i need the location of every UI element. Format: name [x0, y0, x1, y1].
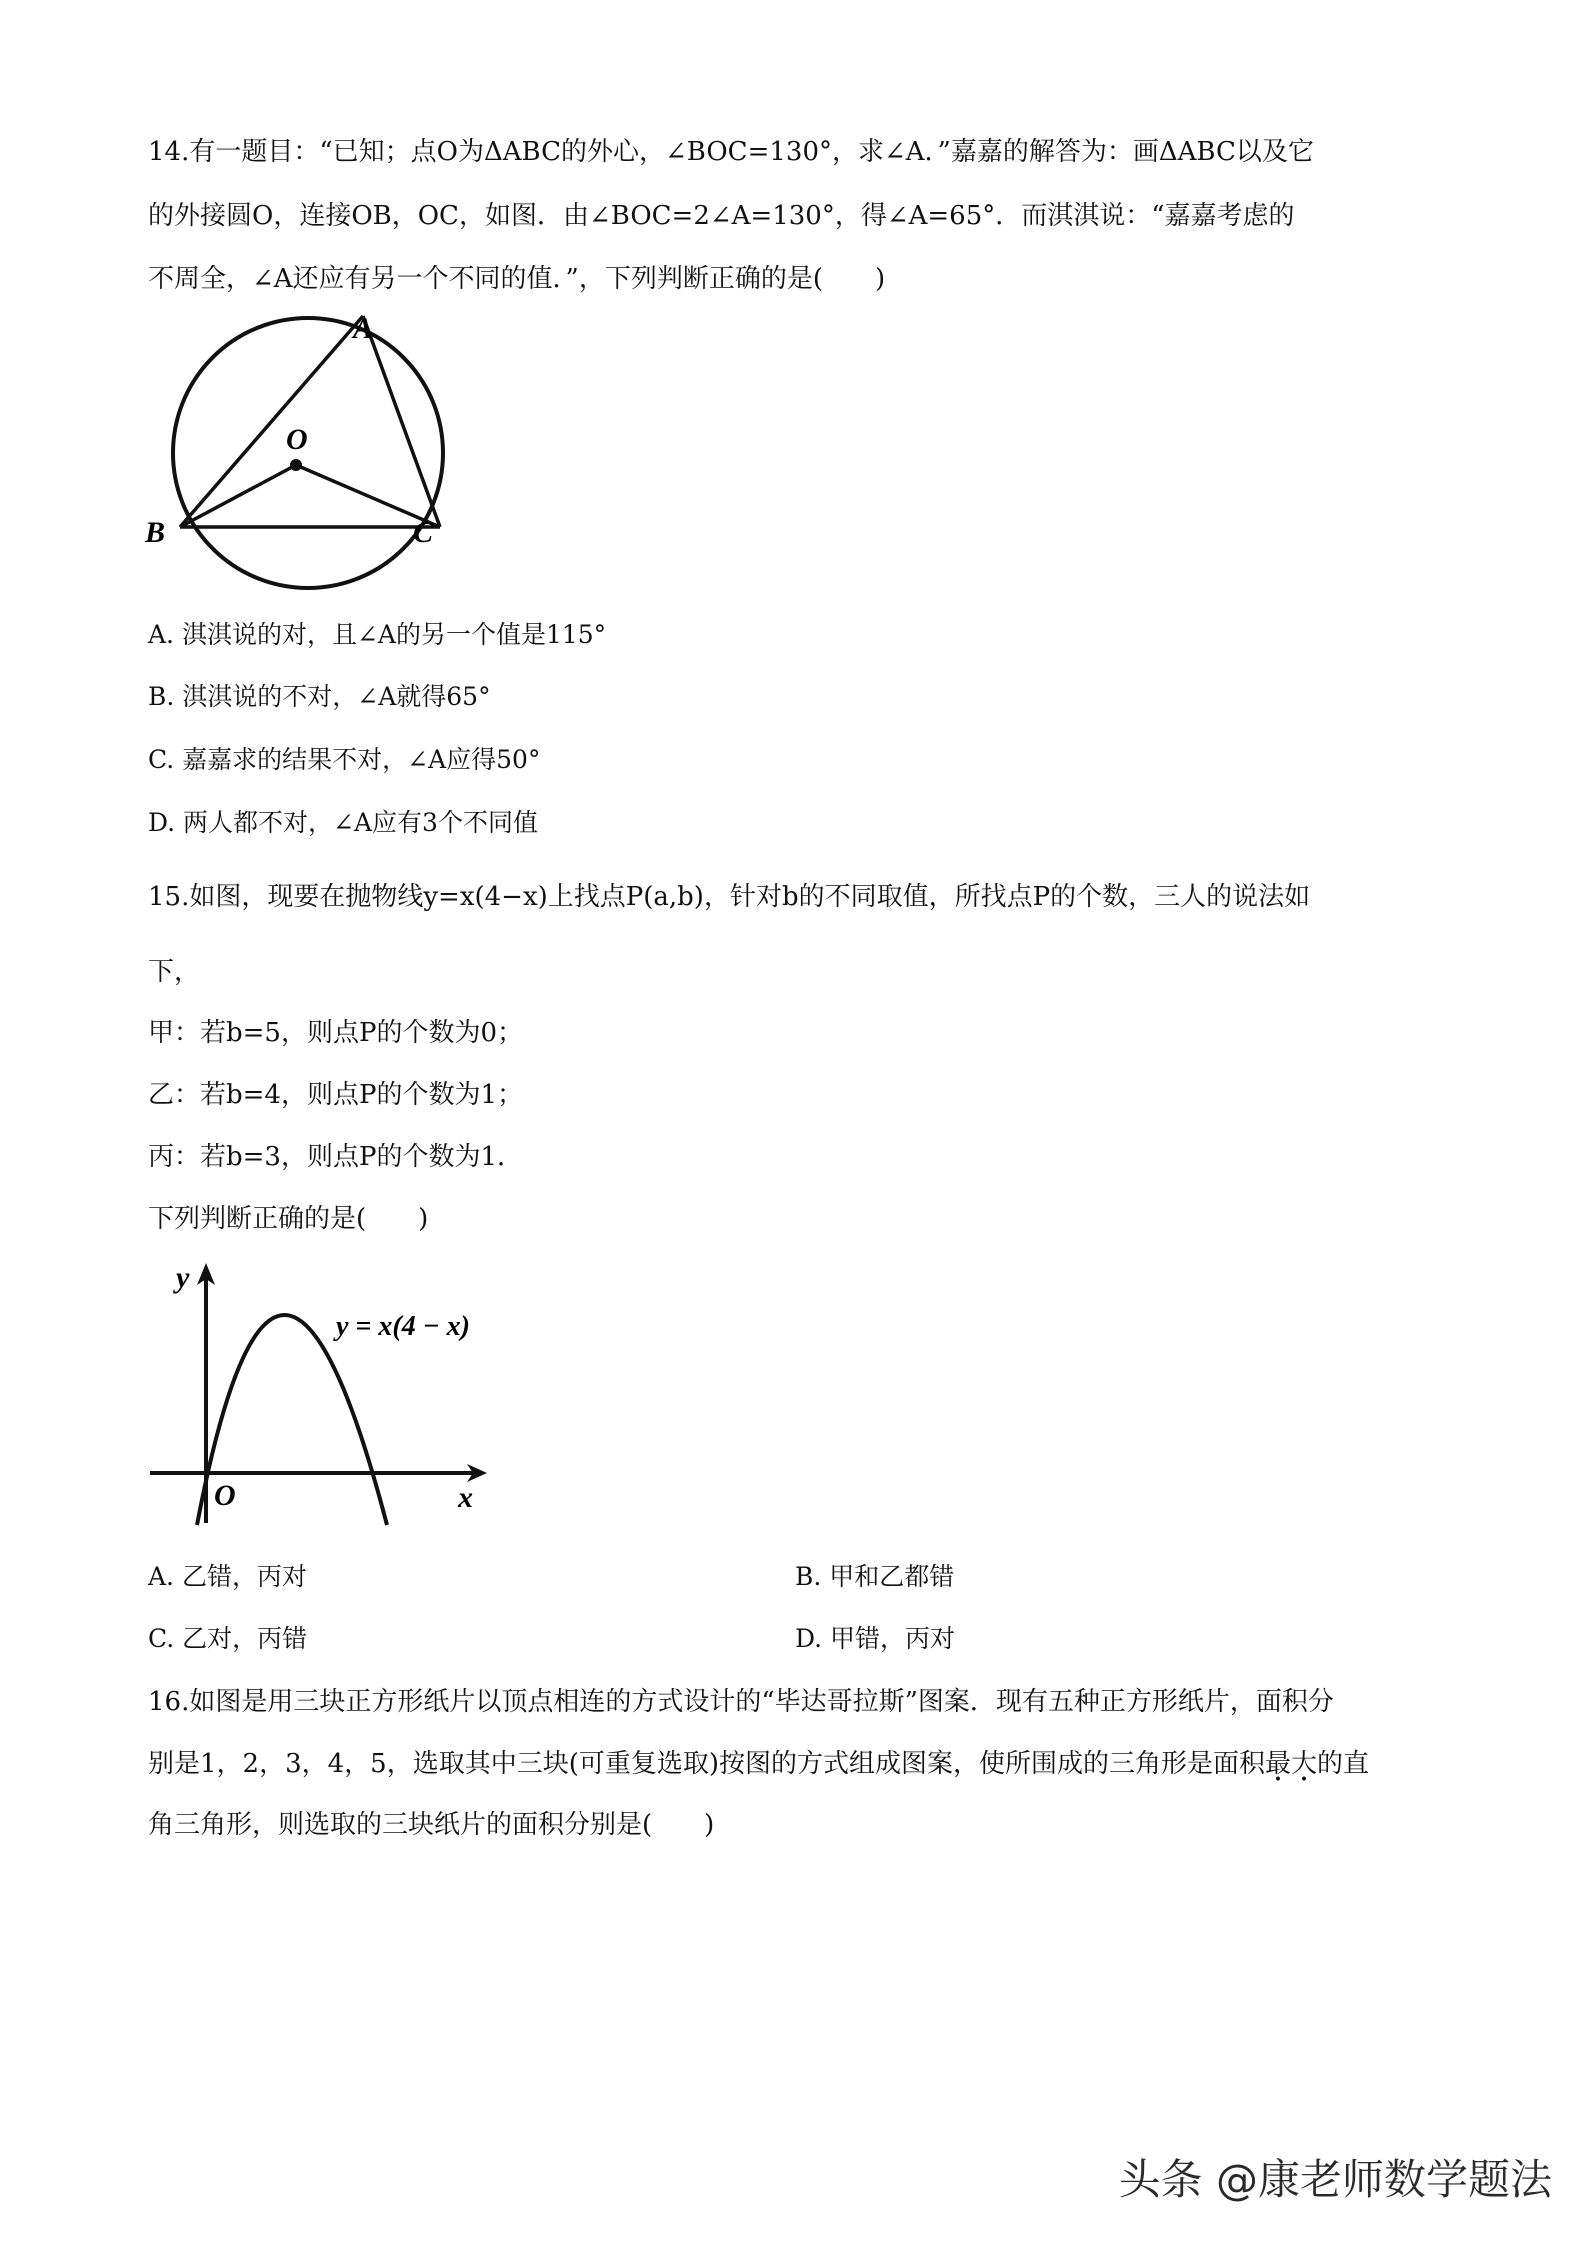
q15-option-a: A. 乙错，丙对 — [148, 1562, 307, 1591]
q15-statement-jia: 甲：若b=5，则点P的个数为0； — [148, 1018, 524, 1048]
x-axis-label: x — [458, 1481, 473, 1514]
center-point-o — [290, 459, 302, 471]
q15-statement-yi: 乙：若b=4，则点P的个数为1； — [148, 1080, 524, 1110]
label-a: A — [353, 312, 374, 345]
watermark: 头条 @康老师数学题法 — [1118, 2155, 1552, 2204]
q14-option-a: A. 淇淇说的对，且∠A的另一个值是115° — [148, 620, 607, 649]
q15-parabola-figure — [140, 1255, 510, 1530]
emphasis-char-da: 大 — [1291, 1749, 1318, 1779]
q14-option-c: C. 嘉嘉求的结果不对，∠A应得50° — [148, 745, 541, 774]
q15-option-c: C. 乙对，丙错 — [148, 1624, 308, 1653]
y-axis-label: y — [176, 1261, 190, 1294]
q14-line-3: 不周全，∠A还应有另一个不同的值．”，下列判断正确的是( ) — [148, 264, 886, 294]
q14-circle-figure — [140, 310, 480, 600]
q15-line-2: 下， — [148, 957, 201, 987]
label-b: B — [145, 516, 166, 549]
q15-prompt: 下列判断正确的是( ) — [148, 1204, 429, 1234]
q16-line-1: 16.如图是用三块正方形纸片以顶点相连的方式设计的“毕达哥拉斯”图案．现有五种正方形纸片，面积分 — [148, 1687, 1334, 1717]
q16-line-2 — [148, 1747, 1369, 1781]
q14-option-b: B. 淇淇说的不对，∠A就得65° — [148, 682, 491, 711]
circumcircle — [173, 318, 443, 588]
segment-ob — [180, 465, 296, 527]
label-c: C — [413, 516, 434, 549]
q14-option-d: D. 两人都不对，∠A应有3个不同值 — [148, 808, 538, 837]
q16-line-2-end: 的直 — [1317, 1749, 1370, 1779]
q15-statement-bing: 丙：若b=3，则点P的个数为1． — [148, 1142, 524, 1172]
side-ba — [180, 316, 363, 527]
q15-option-b: B. 甲和乙都错 — [795, 1562, 955, 1591]
q14-line-2: 的外接圆O，连接OB，OC，如图．由∠BOC=2∠A=130°，得∠A=65°．而淇淇说：“嘉嘉考虑的 — [148, 201, 1295, 231]
q15-option-d: D. 甲错，丙对 — [795, 1624, 956, 1653]
q15-line-1: 15.如图，现要在抛物线y=x(4−x)上找点P(a,b)，针对b的不同取值，所找点P的个数，三人的说法如 — [148, 882, 1311, 912]
q16-line-2-start: 别是1，2，3，4，5，选取其中三块(可重复选取)按图的方式组成图案，使所围成的三角形是面积 — [148, 1749, 1265, 1779]
curve-label: y = x(4 − x) — [336, 1311, 470, 1342]
label-o: O — [286, 423, 308, 456]
q14-line-1: 14.有一题目：“已知；点O为ΔABC的外心，∠BOC=130°，求∠A．”嘉嘉的解答为：画ΔABC以及它 — [148, 137, 1314, 167]
side-ac — [363, 316, 440, 527]
emphasis-char-zui: 最 — [1265, 1749, 1292, 1779]
origin-label: O — [214, 1479, 236, 1512]
q16-line-3: 角三角形，则选取的三块纸片的面积分别是( ) — [148, 1810, 715, 1840]
